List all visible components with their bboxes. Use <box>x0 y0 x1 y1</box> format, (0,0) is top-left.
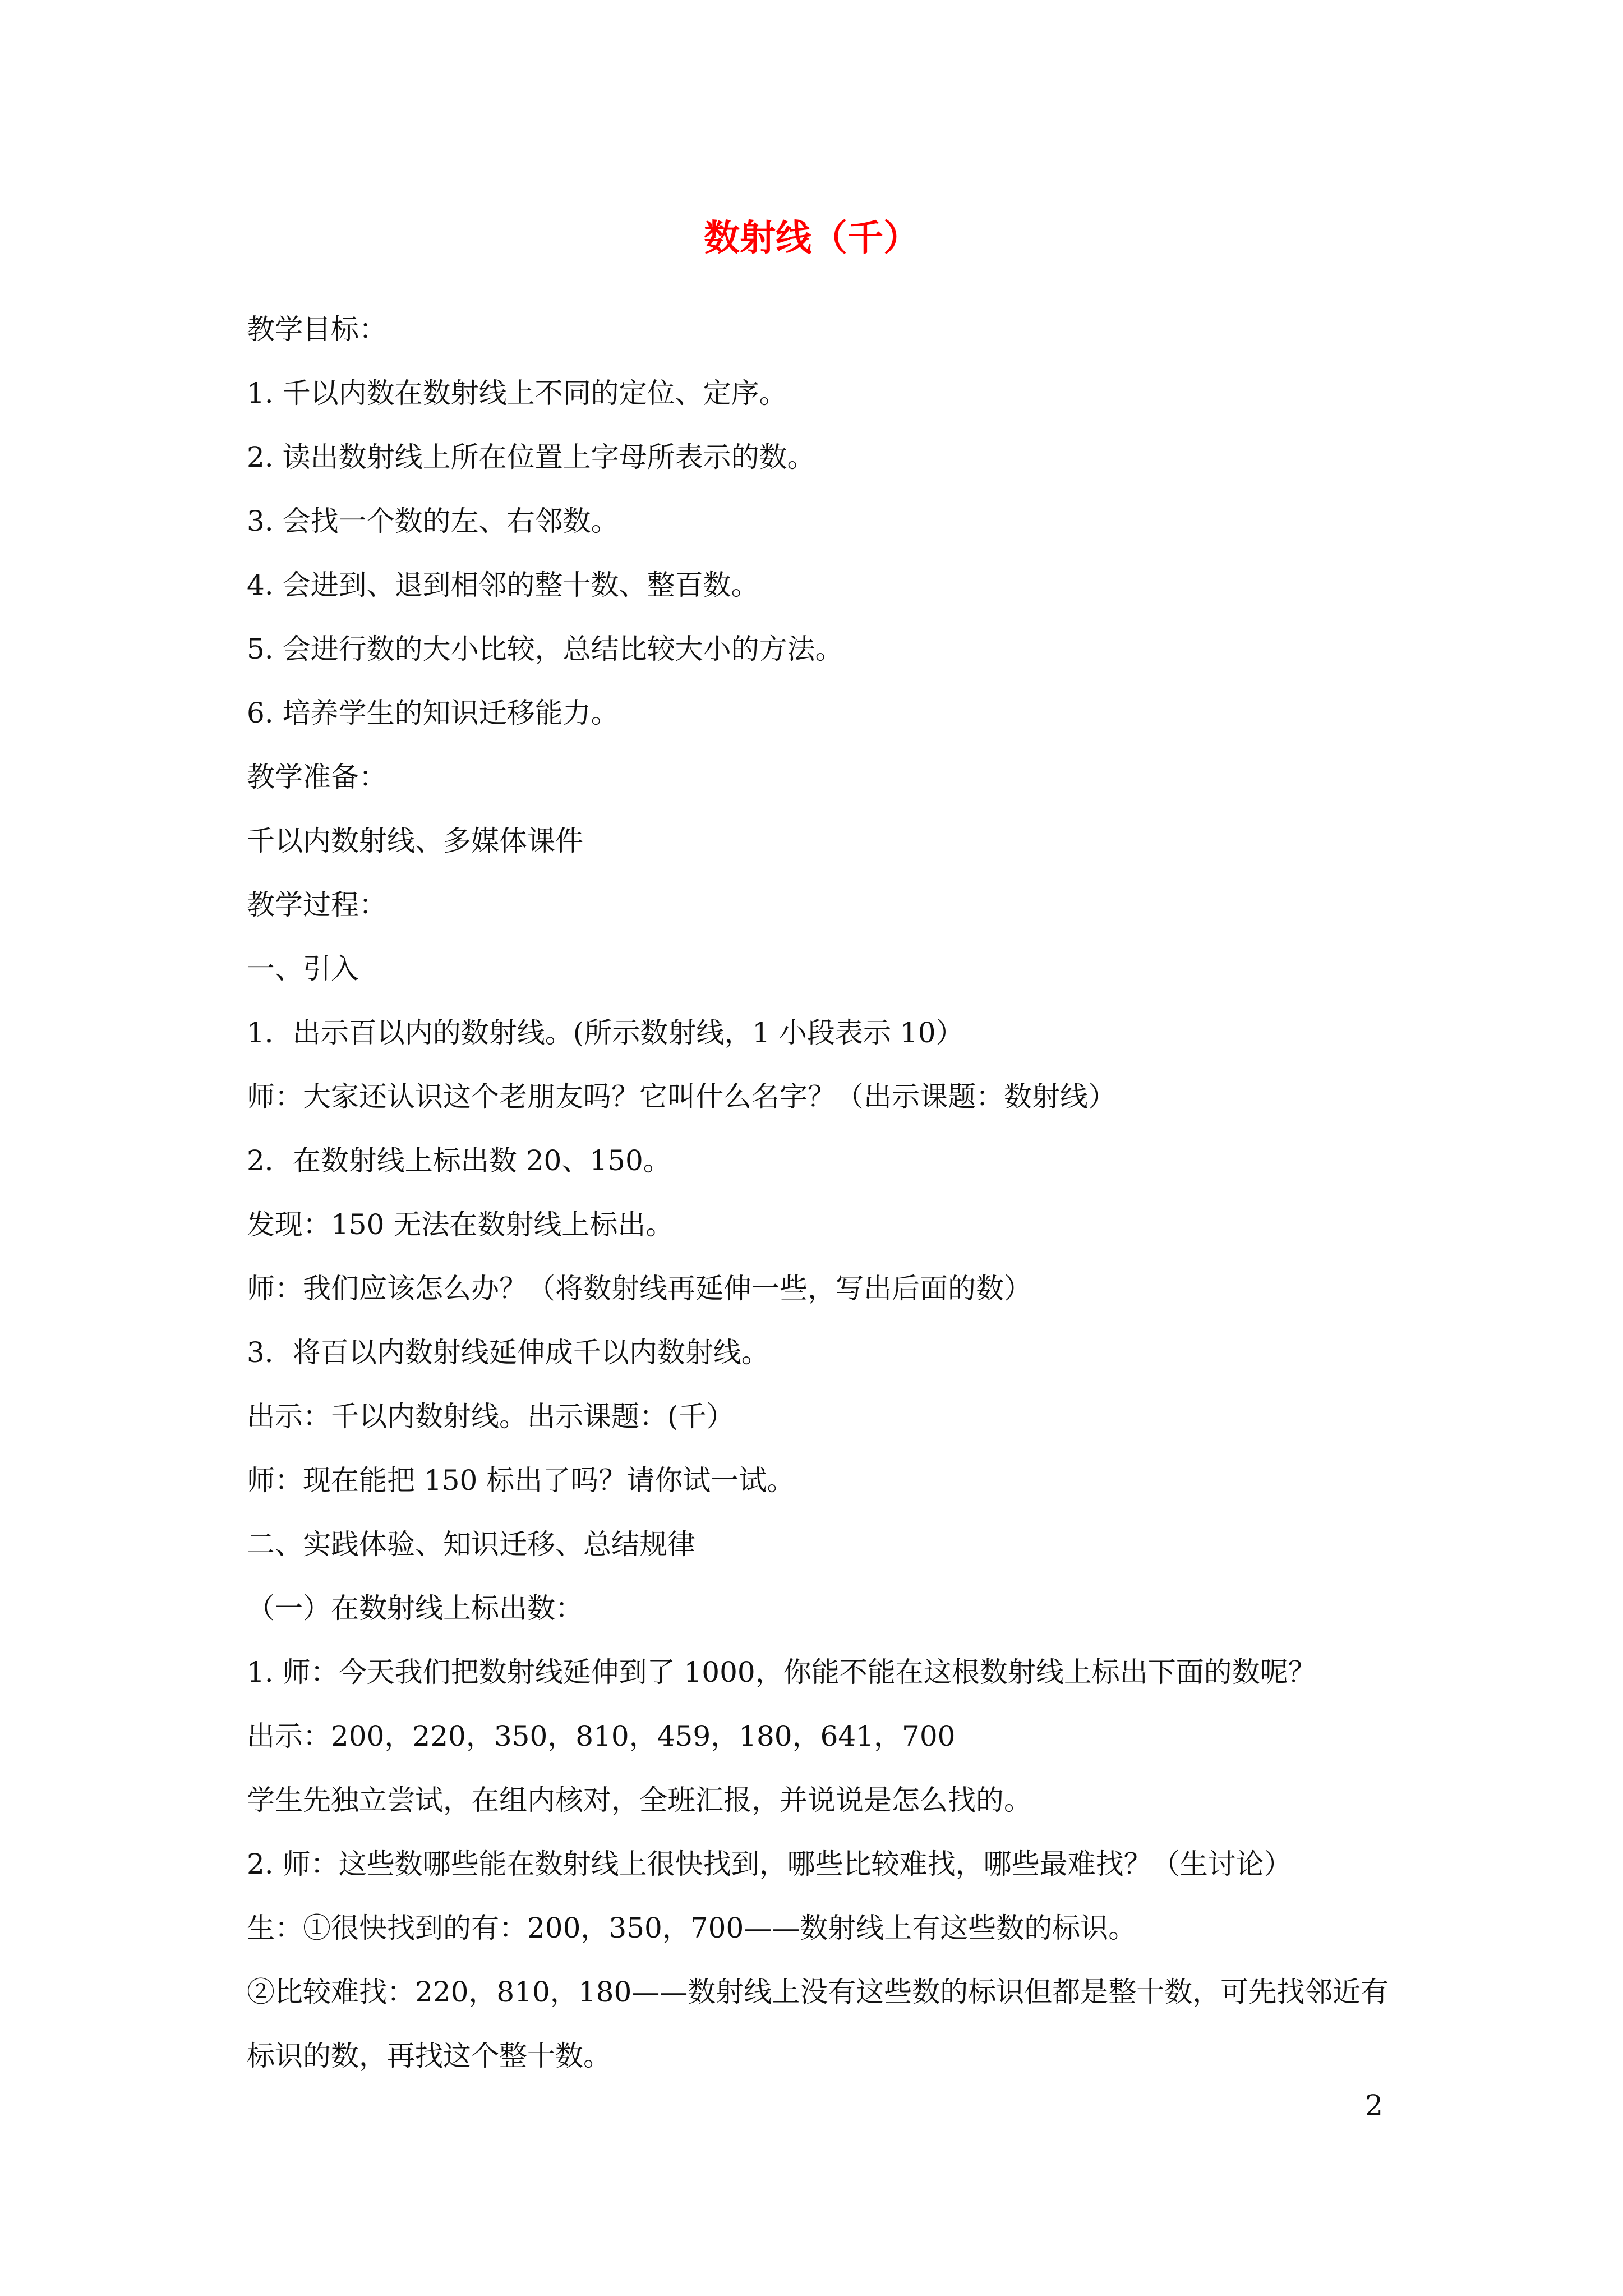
objective-item: 6. 培养学生的知识迁移能力。 <box>247 697 619 729</box>
objective-item: 5. 会进行数的大小比较，总结比较大小的方法。 <box>247 633 843 665</box>
paragraph: 1. 师：今天我们把数射线延伸到了 1000，你能不能在这根数射线上标出下面的数呢？ <box>247 1656 1316 1688</box>
part-heading-intro: 一、引入 <box>247 953 359 985</box>
objective-item: 3. 会找一个数的左、右邻数。 <box>247 505 619 537</box>
objective-item: 2. 读出数射线上所在位置上字母所表示的数。 <box>247 441 815 473</box>
paragraph: 2．在数射线上标出数 20、150。 <box>247 1144 671 1177</box>
paragraph: 2. 师：这些数哪些能在数射线上很快找到，哪些比较难找，哪些最难找？（生讨论） <box>247 1848 1292 1880</box>
paragraph: 出示：200，220，350，810，459，180，641，700 <box>247 1720 956 1752</box>
paragraph: 3．将百以内数射线延伸成千以内数射线。 <box>247 1336 769 1369</box>
paragraph: 生：①很快找到的有：200，350，700——数射线上有这些数的标识。 <box>247 1912 1137 1944</box>
paragraph: 师：大家还认识这个老朋友吗？它叫什么名字？（出示课题：数射线） <box>247 1080 1116 1113</box>
objective-item: 1. 千以内数在数射线上不同的定位、定序。 <box>247 377 787 409</box>
subpart-heading: （一）在数射线上标出数： <box>247 1592 583 1625</box>
objective-item: 4. 会进到、退到相邻的整十数、整百数。 <box>247 569 759 601</box>
section-heading-process: 教学过程： <box>247 889 387 921</box>
page-number: 2 <box>1365 2089 1383 2122</box>
part-heading-practice: 二、实践体验、知识迁移、总结规律 <box>247 1528 695 1561</box>
paragraph: 学生先独立尝试，在组内核对，全班汇报，并说说是怎么找的。 <box>247 1784 1032 1816</box>
paragraph: 师：现在能把 150 标出了吗？请你试一试。 <box>247 1464 795 1497</box>
paragraph: 师：我们应该怎么办？（将数射线再延伸一些，写出后面的数） <box>247 1272 1032 1305</box>
section-heading-objectives: 教学目标： <box>247 313 387 346</box>
paragraph: ②比较难找：220，810，180——数射线上没有这些数的标识但都是整十数，可先找邻近有 <box>247 1976 1389 2008</box>
section-heading-preparation: 教学准备： <box>247 761 387 793</box>
paragraph: 发现：150 无法在数射线上标出。 <box>247 1208 674 1241</box>
paragraph: 标识的数，再找这个整十数。 <box>247 2040 611 2072</box>
document-title: 数射线（千） <box>704 217 919 259</box>
paragraph: 出示：千以内数射线。出示课题：(千） <box>247 1400 735 1433</box>
document-body <box>247 297 1391 2088</box>
preparation-text: 千以内数射线、多媒体课件 <box>247 825 583 857</box>
paragraph: 1．出示百以内的数射线。(所示数射线，1 小段表示 10） <box>247 1016 964 1049</box>
